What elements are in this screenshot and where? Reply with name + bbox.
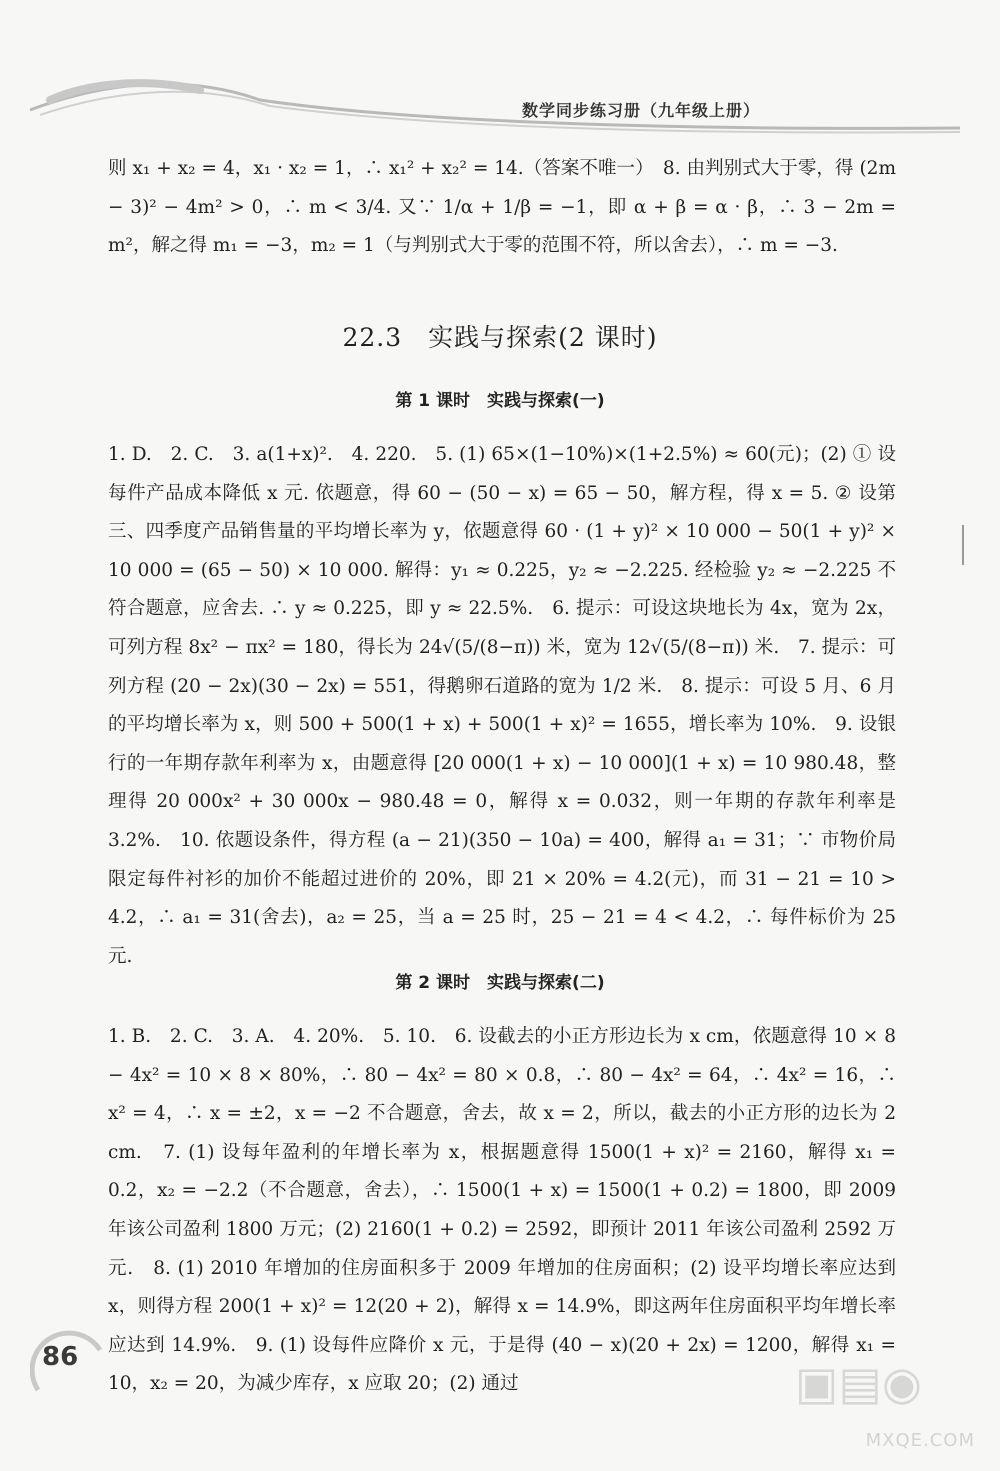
lesson-1-answers: 1. D. 2. C. 3. a(1+x)². 4. 220. 5. (1) 65×(1−10%)×(1+2.5%) ≈ 60(元)；(2) ① 设每件产品成本降低 x 元. 依题意，得 60 − (50 − x) = 65 − 50，解方程，得 x = 5. ② 设第三、四季度产品销售量的平均增长率为 y，依题意得 60 · (1 + y)² × 10 000 − 50(1 + y)² × 10 000 = (65 − 50) × 10 000. 解得：y₁ ≈ 0.225，y₂ ≈ −2.225. 经检验 y₂ ≈ −2.225 不符合题意，应舍去. ∴ y ≈ 0.225，即 y ≈ 22.5%. 6. 提示：可设这块地长为 4x，宽为 2x，可列方程 8x² − πx² = 180，得长为 24√(5/(8−π)) 米，宽为 12√(5/(8−π)) 米. 7. 提示：可列方程 (20 − 2x)(30 − 2x) = 551，得鹅卵石道路的宽为 1/2 米. 8. 提示：可设 5 月、6 月的平均增长率为 x，则 500 + 500(1 + x) + 500(1 + x)² = 1655，增长率为 10%. 9. 设银行的一年期存款年利率为 x，由题意得 [20 000(1 + x) − 10 000](1 + x) = 10 980.48，整理得 20 000x² + 30 000x − 980.48 = 0，解得 x = 0.032，则一年期的存款年利率是 3.2%. 10. 依题设条件，得方程 (a − 21)(350 − 10a) = 400，解得 a₁ = 31；∵ 市物价局限定每件衬衫的加价不能超过进价的 20%，即 21 × 20% = 4.2(元)，而 31 − 21 = 10 > 4.2，∴ a₁ = 31(舍去)，a₂ = 25，当 a = 25 时，25 − 21 = 4 < 4.2，∴ 每件标价为 25 元. — [108, 444, 896, 967]
lesson-1-heading: 第 1 课时 实践与探索(一) — [395, 391, 605, 411]
intro-answer-text: 则 x₁ + x₂ = 4，x₁ · x₂ = 1，∴ x₁² + x₂² = 14.（答案不唯一） 8. 由判别式大于零，得 (2m − 3)² − 4m² > 0，∴ m < 3/4. 又∵ 1/α + 1/β = −1，即 α + β = α · β，∴ 3 − 2m = m²，解之得 m₁ = −3，m₂ = 1（与判别式大于零的范围不符，所以舍去），∴ m = −3. — [108, 158, 896, 257]
page-number-badge — [30, 1320, 110, 1400]
header-swoosh-decoration — [30, 70, 960, 140]
watermark — [785, 1356, 975, 1451]
running-head-title: 数学同步练习册（九年级上册） — [521, 101, 760, 120]
page-number: 86 — [42, 1342, 79, 1372]
lesson-2-answers: 1. B. 2. C. 3. A. 4. 20%. 5. 10. 6. 设截去的小正方形边长为 x cm，依题意得 10 × 8 − 4x² = 10 × 8 × 80%，∴ 80 − 4x² = 80 × 0.8，∴ 80 − 4x² = 64，∴ 4x² = 16，∴ x² = 4，∴ x = ±2，x = −2 不合题意，舍去，故 x = 2，所以，截去的小正方形的边长为 2 cm. 7. (1) 设每年盈利的年增长率为 x，根据题意得 1500(1 + x)² = 2160，解得 x₁ = 0.2，x₂ = −2.2（不合题意，舍去），∴ 1500(1 + x) = 1500(1 + 0.2) = 1800，即 2009 年该公司盈利 1800 万元；(2) 2160(1 + 0.2) = 2592，即预计 2011 年该公司盈利 2592 万元. 8. (1) 2010 年增加的住房面积多于 2009 年增加的住房面积；(2) 设平均增长率应达到 x，则得方程 200(1 + x)² = 12(20 + 2)，解得 x = 14.9%，即这两年住房面积平均年增长率应达到 14.9%. 9. (1) 设每件应降价 x 元，于是得 (40 − x)(20 + 2x) = 1200，解得 x₁ = 10，x₂ = 20，为减少库存，x 应取 20；(2) 通过 — [108, 1026, 896, 1395]
watermark-text: MXQE.COM — [865, 1430, 975, 1451]
lesson-2-heading: 第 2 课时 实践与探索(二) — [395, 973, 605, 993]
watermark-logo-icon: ▣▤◉ — [795, 1356, 923, 1410]
section-title: 22.3 实践与探索(2 课时) — [342, 323, 658, 352]
margin-pencil-mark — [962, 525, 964, 565]
